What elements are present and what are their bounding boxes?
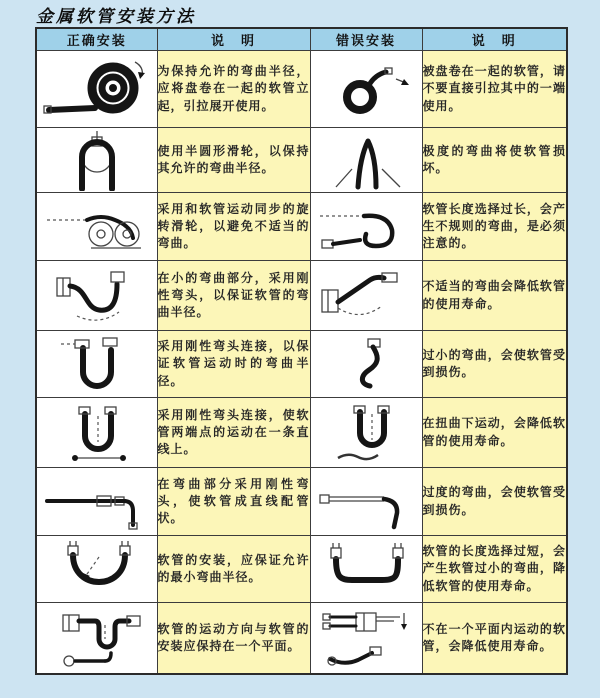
correct-illustration-cell [36,536,157,603]
wrong-desc-cell [422,536,567,603]
table-row [36,468,567,536]
installation-table [35,27,568,675]
straight-run-rigid-elbow-icon [41,471,153,533]
correct-illustration-cell [36,603,157,675]
correct-desc-text: 软管的运动方向与软管的安装应保持在一个平面。 [157,621,310,653]
wrong-illustration-cell [310,261,422,331]
table-row [36,536,567,603]
excessive-bend-pipe-icon [314,471,418,533]
correct-desc-text: 采用和软管运动同步的旋转滑轮，以避免不适当的弯曲。 [157,201,310,251]
wrong-illustration-cell [310,603,422,675]
correct-illustration-cell [36,468,157,536]
correct-illustration-cell [36,261,157,331]
wrong-desc-cell [422,51,567,128]
correct-illustration-cell [36,51,157,128]
wrong-desc-cell [422,331,567,398]
wrong-desc-text: 不在一个平面内运动的软管，会降低使用寿命。 [422,621,566,653]
correct-illustration-cell [36,193,157,261]
wrong-desc-text: 极度的弯曲将使软管损坏。 [422,143,566,175]
table-row [36,51,567,128]
wrong-desc-cell [422,468,567,536]
wrong-desc-text: 软管的长度选择过短，会产生软管过小的弯曲，降低软管的使用寿命。 [422,544,566,593]
correct-desc-cell [157,468,310,536]
table-row [36,331,567,398]
correct-desc-text: 软管的安装，应保证允许的最小弯曲半径。 [157,552,310,584]
header-description-left: 说 明 [157,28,310,51]
header-row [36,28,567,51]
table-row [36,398,567,468]
wrong-desc-cell [422,398,567,468]
wrong-desc-cell [422,261,567,331]
correct-desc-text: 在弯曲部分采用刚性弯头，使软管成直线配管状。 [157,476,310,526]
short-hose-flat-u-icon [314,539,418,599]
wrong-desc-cell [422,603,567,675]
header-wrong-install: 错误安装 [310,28,422,51]
wrong-desc-text: 软管长度选择过长，会产生不规则的弯曲，是必须注意的。 [422,201,566,251]
correct-desc-cell [157,128,310,193]
coiled-hose-pulled-end-icon [314,59,418,119]
too-small-bend-hook-icon [314,334,418,394]
rigid-elbow-small-bend-icon [41,264,153,328]
wrong-illustration-cell [310,468,422,536]
correct-desc-cell [157,193,310,261]
wrong-desc-text: 不适当的弯曲会降低软管的使用寿命。 [422,279,566,311]
correct-desc-cell [157,536,310,603]
wrong-illustration-cell [310,398,422,468]
wrong-illustration-cell [310,51,422,128]
header-description-right: 说 明 [422,28,567,51]
correct-desc-text: 使用半圆形滑轮，以保持其允许的弯曲半径。 [157,143,310,175]
wrong-illustration-cell [310,331,422,398]
semicircular-pulley-hose-icon [41,129,153,191]
correct-desc-cell [157,398,310,468]
correct-desc-cell [157,51,310,128]
coiled-hose-standing-icon [41,54,153,124]
correct-desc-text: 在小的弯曲部分，采用刚性弯头，以保证软管的弯曲半径。 [157,270,310,320]
correct-desc-cell [157,261,310,331]
wrong-illustration-cell [310,128,422,193]
overlong-irregular-bend-icon [314,196,418,258]
correct-desc-text: 采用刚性弯头连接，以保证软管运动时的弯曲半径。 [157,339,310,388]
wrong-desc-text: 过小的弯曲，会使软管受到损伤。 [422,347,566,379]
table-row [36,128,567,193]
wrong-desc-text: 被盘卷在一起的软管，请不要直接引拉其中的一端使用。 [422,64,566,113]
synchronized-rotating-pulleys-icon [41,196,153,258]
header-correct-install: 正确安装 [36,28,157,51]
correct-desc-text: 采用刚性弯头连接，使软管两端点的运动在一条直线上。 [157,407,310,457]
wrong-desc-text: 过度的弯曲，会使软管受到损伤。 [422,485,566,517]
page-title: 金属软管安装方法 [36,7,196,26]
wrong-desc-text: 在扭曲下运动，会降低软管的使用寿命。 [422,416,566,448]
correct-illustration-cell [36,398,157,468]
improper-bend-icon [314,264,418,328]
correct-illustration-cell [36,128,157,193]
out-of-plane-motion-icon [314,603,418,673]
wrong-desc-cell [422,128,567,193]
rigid-elbow-u-bend-icon [41,334,153,394]
table-row [36,193,567,261]
extreme-bend-fold-icon [314,129,418,191]
straight-line-endpoints-u-icon [41,402,153,464]
wrong-desc-cell [422,193,567,261]
correct-desc-cell [157,331,310,398]
table-row [36,603,567,675]
correct-desc-cell [157,603,310,675]
same-plane-installation-icon [41,603,153,673]
correct-illustration-cell [36,331,157,398]
table-row [36,261,567,331]
wrong-illustration-cell [310,193,422,261]
twisted-motion-u-icon [314,402,418,464]
minimum-bend-radius-u-icon [41,539,153,599]
correct-desc-text: 为保持允许的弯曲半径，应将盘卷在一起的软管立起，引拉展开使用。 [157,64,310,113]
wrong-illustration-cell [310,536,422,603]
